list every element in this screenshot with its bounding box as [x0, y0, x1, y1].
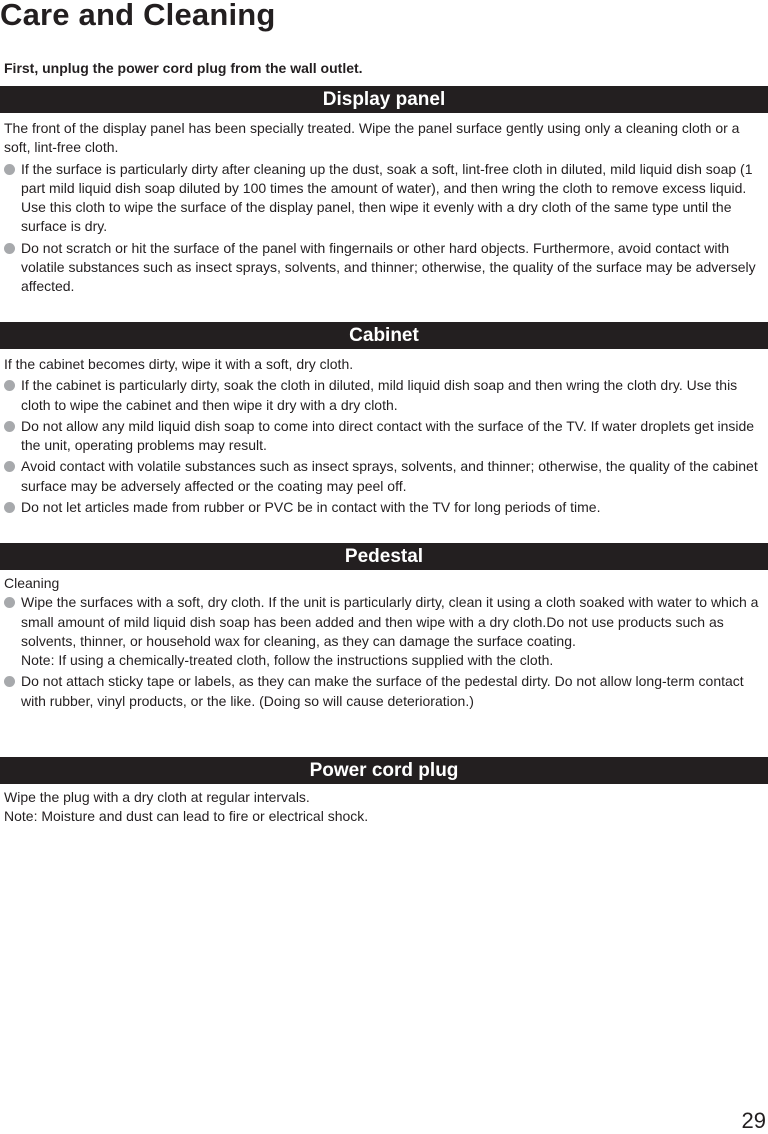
pedestal-section — [0, 543, 768, 711]
display-panel-bullet — [0, 160, 768, 237]
bullet-icon — [4, 380, 15, 391]
display-panel-heading: Display panel — [0, 86, 768, 113]
bullet-icon — [4, 502, 15, 513]
bullet-icon — [4, 676, 15, 687]
power-cord-heading: Power cord plug — [0, 757, 768, 784]
pedestal-bullet — [0, 593, 768, 670]
cabinet-bullet — [0, 498, 768, 517]
display-panel-section — [0, 86, 768, 297]
display-panel-text: The front of the display panel has been specially treated. Wipe the panel surface gently using only a cleaning cloth or a soft, lint-free cloth. — [4, 120, 740, 156]
cabinet-bullet — [0, 417, 768, 456]
bullet-icon — [4, 461, 15, 472]
bullet-icon — [4, 421, 15, 432]
page-number: 29 — [741, 1108, 766, 1133]
cabinet-bullet-text: Do not let articles made from rubber or PVC be in contact with the TV for long periods of time. — [21, 499, 601, 516]
pedestal-bullet — [0, 672, 768, 711]
power-cord-text: Wipe the plug with a dry cloth at regular intervals. — [4, 789, 310, 805]
cabinet-bullet-text: Avoid contact with volatile substances such as insect sprays, solvents, and thinner; otherwise, the quality of the cabinet surface may be adversely affected or the coating may peel off. — [21, 458, 758, 494]
cabinet-text: If the cabinet becomes dirty, wipe it with a soft, dry cloth. — [4, 356, 354, 372]
power-cord-note: Note: Moisture and dust can lead to fire or electrical shock. — [4, 808, 369, 825]
display-panel-bullet-text: If the surface is particularly dirty after cleaning up the dust, soak a soft, lint-free cloth in diluted, mild liquid dish soap (1 part mild liquid dish soap diluted by 100 times the amount of water), and then wring the cloth to remove excess liquid. Use this cloth to wipe the surface of the display panel, then wipe it evenly with a dry cloth of the same type until the surface is dry. — [21, 160, 753, 235]
cabinet-bullet — [0, 457, 768, 496]
display-panel-bullet-text: Do not scratch or hit the surface of the panel with fingernails or other hard objects. Furthermore, avoid contact with volatile substances such as insect sprays, solvents, and thinner; otherwise, the quality of the surface may be adversely affected. — [21, 239, 756, 295]
cabinet-bullet — [0, 376, 768, 415]
pedestal-text: Cleaning — [4, 575, 60, 591]
intro-instruction: First, unplug the power cord plug from the wall outlet. — [4, 60, 363, 76]
cabinet-bullet-text: Do not allow any mild liquid dish soap to come into direct contact with the surface of the TV. If water droplets get inside the unit, operating problems may result. — [21, 417, 755, 454]
cabinet-heading: Cabinet — [0, 322, 768, 349]
cabinet-section — [0, 322, 768, 517]
display-panel-bullet — [0, 239, 768, 297]
bullet-icon — [4, 597, 15, 608]
pedestal-bullet-text: Do not attach sticky tape or labels, as they can make the surface of the pedestal dirty. Do not allow long-term contact with rubber, vinyl products, or the like. (Doing so will cause deterioration.) — [21, 673, 744, 709]
bullet-icon — [4, 243, 15, 254]
page-title: Care and Cleaning — [0, 0, 276, 32]
pedestal-note: Note: If using a chemically-treated cloth, follow the instructions supplied with the cloth. — [21, 652, 554, 669]
bullet-icon — [4, 164, 15, 175]
cabinet-bullet-text: If the cabinet is particularly dirty, soak the cloth in diluted, mild liquid dish soap and then wring the cloth dry. Use this cloth to wipe the cabinet and then wipe it dry with a dry cloth. — [21, 377, 738, 413]
power-cord-section — [0, 757, 768, 827]
pedestal-bullet-text: Wipe the surfaces with a soft, dry cloth. If the unit is particularly dirty, clean it using a cloth soaked with water to which a small amount of mild liquid dish soap has been added and then wipe with a dry cloth.Do not use products such as solvents, thinner, or household wax for cleaning, as they can damage the surface coating. — [21, 594, 759, 649]
pedestal-heading: Pedestal — [0, 543, 768, 570]
